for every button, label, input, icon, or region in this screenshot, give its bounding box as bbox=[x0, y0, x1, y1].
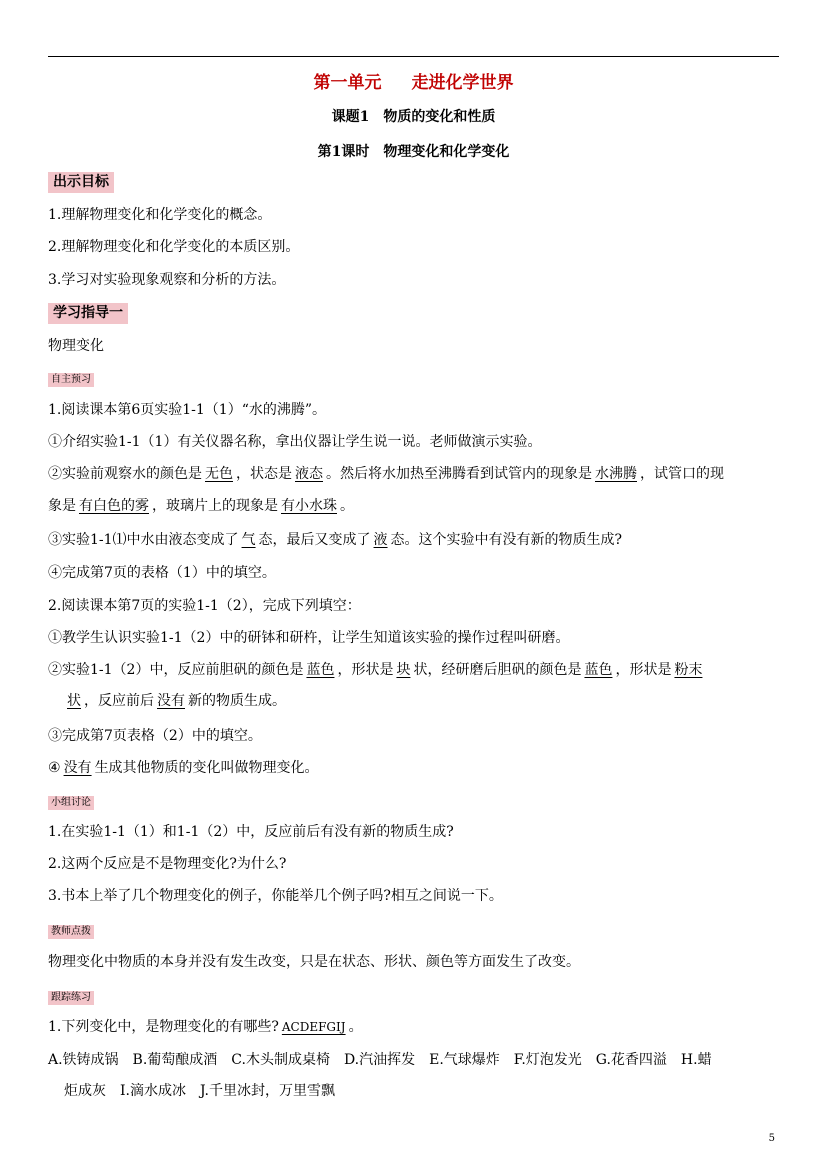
blank-answer: 蓝色 bbox=[584, 662, 613, 678]
preview-line-2: ①介绍实验1-1（1）有关仪器名称，拿出仪器让学生说一说。老师做演示实验。 bbox=[48, 434, 542, 450]
goal-item: 3.学习对实验现象观察和分析的方法。 bbox=[48, 272, 286, 288]
blank-answer: 气 bbox=[241, 532, 256, 548]
goal-item: 2.理解物理变化和化学变化的本质区别。 bbox=[48, 239, 300, 255]
blank-answer: 液 bbox=[373, 532, 388, 548]
practice-options-line-1: A.铁铸成锅 B.葡萄酿成酒 C.木头制成桌椅 D.汽油挥发 E.气球爆炸 F.灯泡发光 G.花香四溢 H.蜡 bbox=[48, 1052, 712, 1068]
preview-line-8: ①教学生认识实验1-1（2）中的研钵和研杵，让学生知道该实验的操作过程叫研磨。 bbox=[48, 630, 570, 646]
tag-discuss: 小组讨论 bbox=[48, 796, 94, 810]
preview-line-6: ④完成第7页的表格（1）中的填空。 bbox=[48, 565, 276, 581]
page-number: 5 bbox=[768, 1133, 775, 1144]
unit-title bbox=[48, 68, 779, 93]
points-text: 物理变化中物质的本身并没有发生改变，只是在状态、形状、颜色等方面发生了改变。 bbox=[48, 954, 580, 970]
blank-answer: 状 bbox=[67, 693, 81, 709]
blank-answer: 蓝色 bbox=[306, 662, 335, 678]
unit-title-part2: 走进化学世界 bbox=[411, 73, 514, 93]
discuss-item: 3.书本上举了几个物理变化的例子，你能举几个例子吗?相互之间说一下。 bbox=[48, 888, 503, 904]
goal-item: 1.理解物理变化和化学变化的概念。 bbox=[48, 207, 272, 223]
blank-answer: 有小水珠 bbox=[281, 498, 337, 514]
tag-points: 教师点拨 bbox=[48, 925, 94, 939]
blank-answer: 粉末 bbox=[674, 662, 703, 678]
discuss-item: 1.在实验1-1（1）和1-1（2）中，反应前后有没有新的物质生成? bbox=[48, 824, 454, 840]
blank-answer: 没有 bbox=[157, 693, 185, 709]
blank-answer: ACDEFGIJ bbox=[281, 1020, 346, 1034]
blank-answer: 块 bbox=[396, 662, 411, 678]
period-title-part1: 第1课时 bbox=[317, 144, 370, 160]
preview-line-10: 状 ，反应前后 没有 新的物质生成。 bbox=[64, 691, 799, 711]
topic-heading: 物理变化 bbox=[48, 338, 104, 354]
preview-line-4: 象是 有白色的雾 ，玻璃片上的现象是 有小水珠 。 bbox=[48, 498, 354, 514]
preview-line-7: 2.阅读课本第7页的实验1-1（2），完成下列填空： bbox=[48, 598, 361, 614]
blank-answer: 液态 bbox=[295, 466, 323, 482]
preview-line-5: ③实验1-1⑴中水由液态变成了 气 态，最后又变成了 液 态。这个实验中有没有新的物质生成? bbox=[48, 532, 623, 548]
header-rule bbox=[48, 56, 779, 57]
preview-line-9: ②实验1-1（2）中，反应前胆矾的颜色是 蓝色 ，形状是 块 状，经研磨后胆矾的颜色是 蓝色 ，形状是 粉末 bbox=[48, 660, 783, 680]
practice-question-1: 1.下列变化中，是物理变化的有哪些? ACDEFGIJ 。 bbox=[48, 1019, 363, 1035]
blank-answer: 没有 bbox=[63, 760, 92, 776]
unit-title-part1: 第一单元 bbox=[313, 73, 382, 93]
discuss-item: 2.这两个反应是不是物理变化?为什么? bbox=[48, 856, 287, 872]
section-guide-badge: 学习指导一 bbox=[48, 303, 128, 324]
practice-options-line-2: 炬成灰 I.滴水成冰 J.千里冰封，万里雪飘 bbox=[64, 1083, 335, 1099]
blank-answer: 水沸腾 bbox=[595, 466, 637, 482]
lesson-title-part2: 物质的变化和性质 bbox=[383, 109, 496, 125]
preview-line-1: 1.阅读课本第6页实验1-1（1）“水的沸腾”。 bbox=[48, 402, 327, 418]
tag-practice: 跟踪练习 bbox=[48, 991, 94, 1005]
blank-answer: 无色 bbox=[205, 466, 233, 482]
blank-answer: 有白色的雾 bbox=[79, 498, 149, 514]
section-goals-badge: 出示目标 bbox=[48, 172, 114, 193]
period-title-part2: 物理变化和化学变化 bbox=[383, 144, 510, 160]
preview-line-3: ②实验前观察水的颜色是 无色 ，状态是 液态 。然后将水加热至沸腾看到试管内的现象是 水沸腾 ，试管口的现 bbox=[48, 466, 724, 482]
lesson-title-part1: 课题1 bbox=[331, 109, 370, 125]
tag-preview: 自主预习 bbox=[48, 373, 94, 387]
period-title bbox=[48, 141, 779, 161]
preview-line-11: ③完成第7页表格（2）中的填空。 bbox=[48, 728, 262, 744]
preview-line-12: ④ 没有 生成其他物质的变化叫做物理变化。 bbox=[48, 760, 319, 776]
lesson-title bbox=[48, 106, 779, 126]
